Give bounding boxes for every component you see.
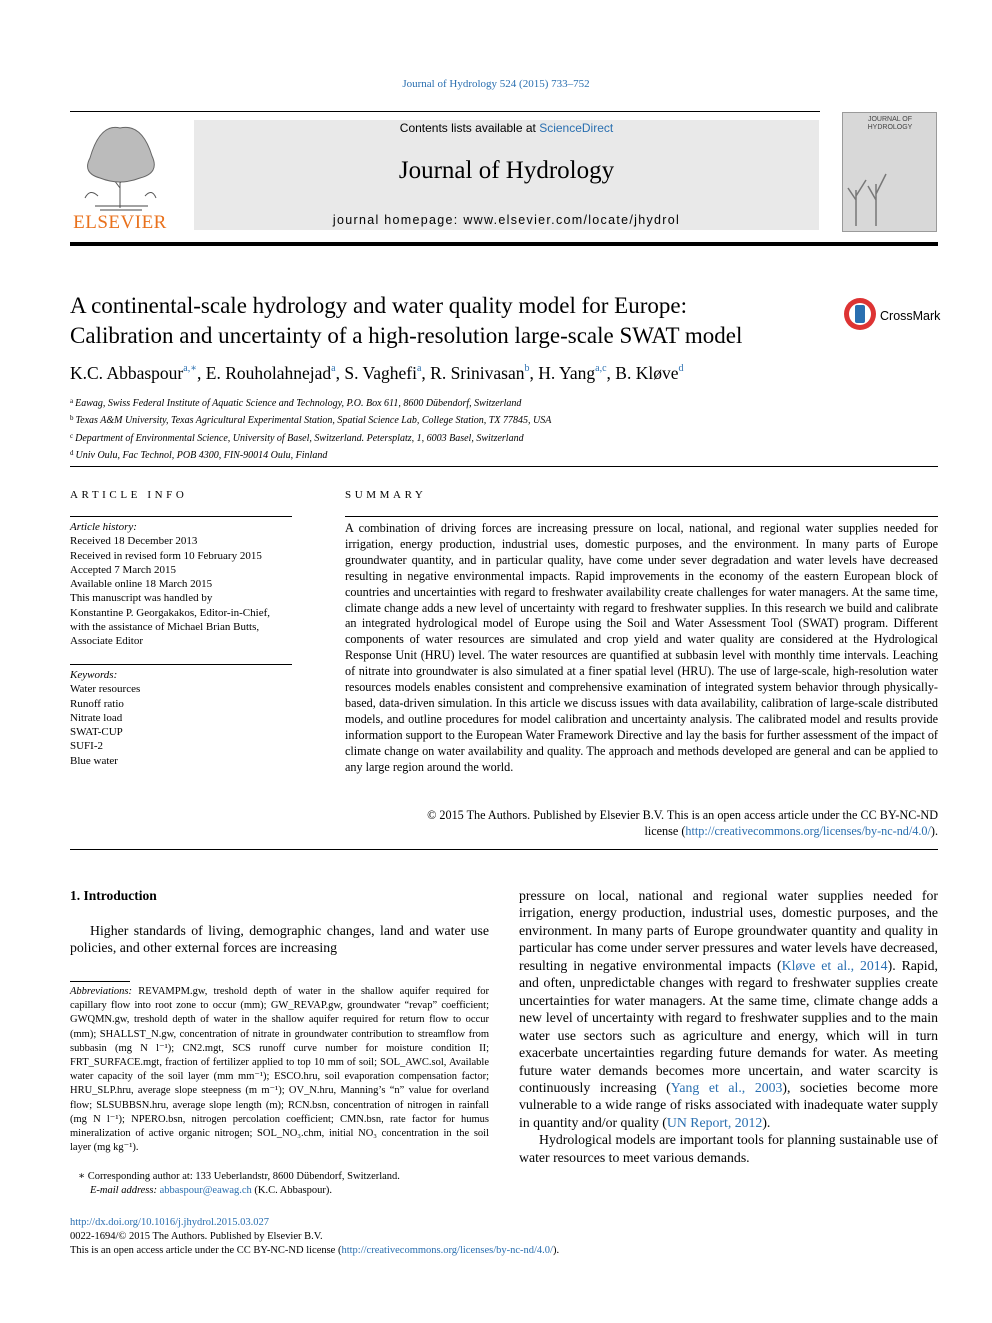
email-label: E-mail address: <box>90 1185 157 1197</box>
history-item: This manuscript was handled by <box>70 592 213 605</box>
journal-homepage[interactable]: journal homepage: www.elsevier.com/locate/jhydrol <box>332 213 681 227</box>
author[interactable]: B. Kløve <box>615 363 679 383</box>
email-suffix: (K.C. Abbaspour). <box>251 1185 332 1197</box>
affiliations <box>70 394 938 463</box>
history-label: Article history: <box>70 521 137 533</box>
keyword: Blue water <box>70 754 118 767</box>
affiliation-text: Texas A&M University, Texas Agricultural Experimental Station, Spatial Science Lab, College Station, TX 77845, USA <box>75 415 552 427</box>
cover-tree-icon <box>846 160 934 228</box>
text-run: ), societies become more vulnerable to a wide range of risks associated with inadequate water supply in quantity and/or quality ( <box>519 1079 938 1130</box>
keyword: SWAT-CUP <box>70 726 123 739</box>
copyright-line-1: © 2015 The Authors. Published by Elsevier B.V. This is an open access article under the CC BY-NC-ND <box>427 808 938 822</box>
copyright-suffix: ). <box>930 823 938 838</box>
affiliation-key: d <box>70 448 74 457</box>
intro-paragraph: Hydrological models are important tools for planning sustainable use of water resources to meet various demands. <box>519 1132 938 1165</box>
affiliation-key: b <box>70 414 74 423</box>
history-item: Accepted 7 March 2015 <box>70 563 176 576</box>
author[interactable]: H. Yang <box>538 363 596 383</box>
author-sup[interactable]: a <box>331 363 336 374</box>
copyright-line-2 <box>345 824 938 840</box>
crossmark-icon[interactable] <box>843 297 877 331</box>
abbreviations-text: REVAMPM.gw, treshold depth of water in the shallow aquifer required for capillary flow into root zone to occur (mm); GW_REVAP.gw, groundwater “revap” coefficient; GWQMN.gw, treshold depth of water in the shallow aquifer required for return flow to occur (mm); SHALLST_N.gw, concentration of nitrate in groundwater contribution to streamflow from subbasin (mg N l⁻¹); CN2.mgt, SCS runoff curve number for moisture condition II; FRT_SURFACE.mgt, fraction of fertilizer applied to top 10 mm of soil; SOL_AWC.sol, Available water capacity of the soil layer (mm mm⁻¹); ESCO.hru, soil evaporation compensation factor; HRU_SLP.hru, average slope steepness (m m⁻¹); OV_N.hru, Manning’s “n” value for overland flow; SLSUBBSN.hru, average slope length (m); RCN.bsn, concentration of nitrogen in rainfall (mg N l⁻¹); NPERO.bsn, nitrogen percolation coefficient; CMN.bsn, rate factor for humus mineralization of active organic nitrogen; SOL_NO₃.chm, initial NO₃ concentration in the soil layer (mg kg⁻¹). <box>70 986 489 1154</box>
journal-citation[interactable]: Journal of Hydrology 524 (2015) 733–752 <box>402 78 590 90</box>
author-sup[interactable]: d <box>678 363 684 374</box>
citation-link[interactable]: Kløve et al., 2014 <box>781 957 888 973</box>
summary-bottom-rule <box>70 849 938 850</box>
license-suffix: ). <box>552 1245 560 1256</box>
author-sup[interactable]: a,c <box>595 363 607 374</box>
keyword: SUFI-2 <box>70 740 104 753</box>
article-history <box>70 520 300 649</box>
title-line-1: A continental-scale hydrology and water quality model for Europe: <box>70 293 687 318</box>
summary-text: A combination of driving forces are increasing pressure on local, national, and regional water supplies needed for irrigation, energy production, industrial uses, domestic purposes, and the environment. In many parts of Europe groundwater quantity, and in particular quality, have come under sever degradation and water levels have decreased resulting in negative environmental impacts. Rapid improvements in the economy of the eastern European block of countries and uncertainties with regard to freshwater availability create challenges for water managers. At the same time, climate change adds a new level of uncertainty with regard to freshwater supplies. In this research we build and calibrate an integrated hydrological model of Europe using the Soil and Water Assessment Tool (SWAT) program. Different components of water resources are simulated and crop yield and water quality are considered at the Hydrological Response Unit (HRU) level. The water resources are quantified at subbasin level with monthly time intervals. Leaching of nitrate into groundwater is also simulated at a finer spatial level (HRU). The use of large-scale, high-resolution water resources models enables consistent and comprehensive examination of integrated system behavior through physically-based, data-driven simulation. In this article we discuss issues with data availability, calibration of large-scale distributed models, and outline procedures for model calibration and uncertainty analysis. The calibrated model and results provide information support to the European Water Framework Directive and lay the basis for further assessment of the impact of climate change on water availability and quality. The approach and methods developed are general and can be applied to any large region around the world. <box>345 521 938 774</box>
section-heading-introduction: 1. Introduction <box>70 888 157 903</box>
journal-title: Journal of Hydrology <box>398 157 615 184</box>
correspondence-footnote <box>70 1170 489 1198</box>
text-run: ). <box>762 1114 771 1130</box>
copyright-prefix: license ( <box>644 823 686 838</box>
corresponding-author: ∗ Corresponding author at: 133 Ueberlandstr, 8600 Dübendorf, Switzerland. <box>78 1171 400 1182</box>
summary-rule <box>345 516 938 517</box>
author-sup[interactable]: a <box>416 363 422 374</box>
title-line-2: Calibration and uncertainty of a high-resolution large-scale SWAT model <box>70 323 743 348</box>
keyword: Nitrate load <box>70 711 123 724</box>
abbreviations-label: Abbreviations: <box>70 986 133 997</box>
intro-right-column <box>519 887 938 1166</box>
citation-link[interactable]: Yang et al., 2003 <box>670 1079 783 1095</box>
text-run: ). Rapid, and often, unpredictable changes with regard to freshwater supplies create uncertainties for water managers. At the same time, climate change adds a new level of uncertainty with regard to freshwater supplies and to the main water use sectors such as agriculture and energy, which will in turn exacerbate uncertainties regarding future demands for water. As meeting future water demands becomes more uncertain, and water scarcity is continuously increasing ( <box>519 957 938 1095</box>
author[interactable]: R. Srinivasan <box>430 363 525 383</box>
history-item: Konstantine P. Georgakakos, Editor-in-Chief, <box>70 606 270 619</box>
author[interactable]: K.C. Abbaspour <box>70 363 184 383</box>
citation-link[interactable]: UN Report, 2012 <box>666 1114 763 1130</box>
author[interactable]: E. Rouholahnejad <box>205 363 332 383</box>
footer-license-link[interactable]: http://creativecommons.org/licenses/by-nc-nd/4.0/ <box>341 1245 553 1256</box>
header-thick-rule <box>70 242 938 246</box>
affiliation-text: Eawag, Swiss Federal Institute of Aquatic Science and Technology, P.O. Box 611, 8600 Dübendorf, Switzerland <box>75 398 522 409</box>
cover-title: JOURNAL OF HYDROLOGY <box>867 116 913 131</box>
author[interactable]: S. Vaghefi <box>344 363 417 383</box>
summary-copyright <box>345 808 938 840</box>
email-line <box>70 1184 489 1198</box>
page-footer <box>70 1216 938 1258</box>
affiliation <box>70 394 938 411</box>
keyword: Water resources <box>70 683 141 696</box>
affiliation-key: a <box>70 397 74 405</box>
affiliation <box>70 411 938 428</box>
text-run: pressure on local, national and regional water supplies needed for irrigation, energy production, industrial uses, domestic purposes, and the environment. In many parts of Europe groundwater quantity and quality in particular has come under server pressures and water levels have decreased, resulting in negative environmental impacts ( <box>519 888 938 973</box>
keywords <box>70 668 300 768</box>
affiliation-text: Univ Oulu, Fac Technol, POB 4300, FIN-90014 Oulu, Finland <box>75 449 328 461</box>
footnote-rule <box>70 981 130 982</box>
keyword: Runoff ratio <box>70 697 124 710</box>
affiliation-key: c <box>70 431 74 440</box>
history-item: Received in revised form 10 February 2015 <box>70 549 262 562</box>
keywords-label: Keywords: <box>70 669 118 681</box>
keywords-rule <box>70 664 292 665</box>
affiliations-rule <box>70 466 938 467</box>
email-link[interactable]: abbaspour@eawag.ch <box>159 1185 252 1197</box>
article-info-rule <box>70 516 292 517</box>
history-item: Received 18 December 2013 <box>70 535 198 548</box>
sciencedirect-link[interactable]: ScienceDirect <box>539 121 614 135</box>
affiliation <box>70 429 938 446</box>
doi-link[interactable]: http://dx.doi.org/10.1016/j.jhydrol.2015.03.027 <box>70 1217 270 1228</box>
author-sup[interactable]: b <box>524 363 530 374</box>
author-sup[interactable]: a,∗ <box>183 363 198 374</box>
history-item: Available online 18 March 2015 <box>70 578 213 591</box>
crossmark-label[interactable]: CrossMark <box>880 309 941 323</box>
affiliation-text: Department of Environmental Science, University of Basel, Switzerland. Petersplatz, 1, 6003 Basel, Switzerland <box>75 432 524 444</box>
history-item: Associate Editor <box>70 635 144 648</box>
affiliation <box>70 446 938 463</box>
abbreviations-footnote <box>70 985 489 1155</box>
license-prefix: This is an open access article under the CC BY-NC-ND license ( <box>70 1245 342 1256</box>
history-item: with the assistance of Michael Brian Butts, <box>70 621 260 634</box>
author-list: K.C. Abbaspour$^{a,∗}$, E. Rouholahnejad$^a$, S. Vaghefi$^a$, R. Srinivasan$^b$, H. Yang$^{a,c}$, B. Kløve$^d$ <box>70 363 684 383</box>
summary-heading: SUMMARY <box>345 489 427 501</box>
elsevier-wordmark: ELSEVIER <box>73 212 167 233</box>
license-link[interactable]: http://creativecommons.org/licenses/by-nc-nd/4.0/ <box>685 823 931 838</box>
intro-paragraph <box>519 887 938 1131</box>
article-title <box>70 291 830 351</box>
header-rule <box>70 111 820 112</box>
intro-left-text: Higher standards of living, demographic changes, land and water use policies, and other external forces are increasing <box>70 923 489 956</box>
article-info-heading: ARTICLE INFO <box>70 489 188 501</box>
contents-line <box>194 121 819 135</box>
license-line <box>70 1244 938 1258</box>
contents-prefix: Contents lists available at <box>399 121 540 135</box>
issn-line: 0022-1694/© 2015 The Authors. Published by Elsevier B.V. <box>70 1231 323 1242</box>
